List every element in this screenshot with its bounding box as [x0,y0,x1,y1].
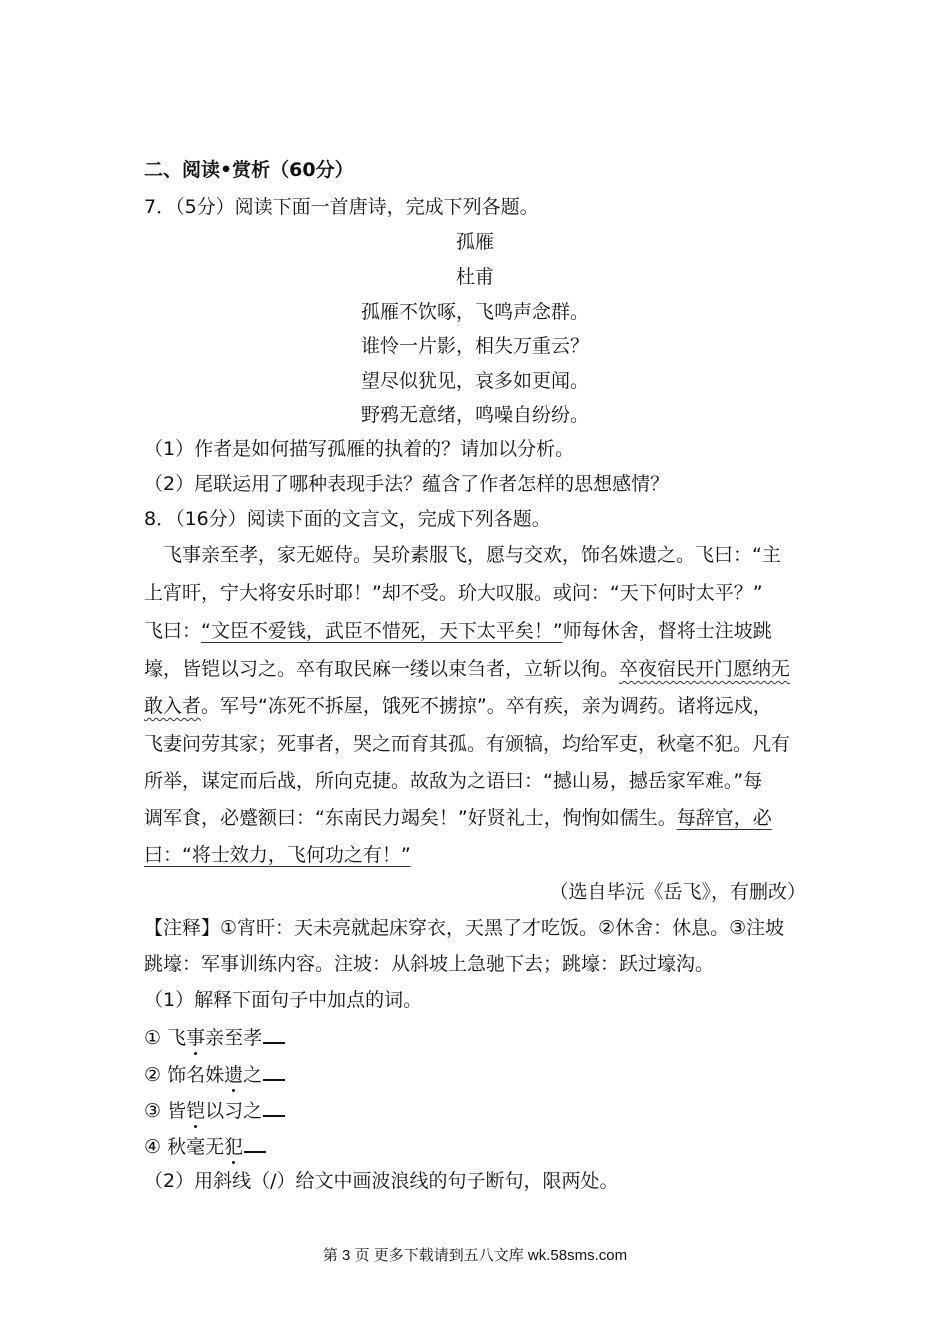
passage-line [144,843,411,867]
page-footer: 第 3 页 更多下载请到五八文库 wk.58sms.com [322,1247,628,1264]
dotted-word: 遗 [224,1064,244,1086]
answer-blank[interactable] [263,1098,285,1117]
section-title: 二、阅读•赏析（60分） [144,159,354,181]
vocab-item: ② 饰名姝遗之 [144,1062,285,1087]
passage-line: 上宵旰，宁大将安乐时耶！”却不受。玠大叹服。或问：“天下何时太平？” [144,582,763,604]
vocab-item: ③ 皆铠以习之 [144,1098,285,1123]
passage-source: （选自毕沅《岳飞》，有删改） [549,881,806,903]
poem-line: 野鸦无意绪，鸣噪自纷纷。 [360,404,589,426]
poem-line: 望尽似犹见，哀多如更闻。 [360,370,589,392]
q7-sub1: （1）作者是如何描写孤雁的执着的？请加以分析。 [144,438,575,460]
q8-sub1: （1）解释下面句子中加点的词。 [144,989,423,1011]
q7-sub2: （2）尾联运用了哪种表现手法？蕴含了作者怎样的思想感情？ [144,473,670,495]
dotted-word: 事 [186,1027,206,1049]
underlined-sentence: 每辞官，必 [676,807,772,829]
poem-author: 杜甫 [455,266,494,288]
passage-line: 飞曰：“文臣不爱钱，武臣不惜死，天下太平矣！”师每休舍，督将士注坡跳 [144,620,772,642]
dotted-word: 铠 [186,1100,206,1122]
answer-blank[interactable] [244,1134,266,1153]
passage-line: 飞事亲至孝，家无姬侍。吴玠素服飞，愿与交欢，饰名姝遗之。飞曰：“主 [163,544,781,566]
wavy-sentence: 敢入者 [144,695,202,717]
underlined-sentence: 曰：“将士效力，飞何功之有！” [144,844,411,866]
passage-line: 调军食，必蹙额曰：“东南民力竭矣！”好贤礼士，恂恂如儒生。每辞官，必 [144,807,772,829]
underlined-sentence: “文臣不爱钱，武臣不惜死，天下太平矣！” [201,620,563,642]
passage-line: 敢入者。军号“冻死不拆屋，饿死不掳掠”。卒有疾，亲为调药。诸将远戍， [144,695,772,717]
answer-blank[interactable] [263,1062,285,1081]
poem-line: 谁怜一片影，相失万重云？ [360,335,589,357]
q8-sub2: （2）用斜线（/）给文中画波浪线的句子断句，限两处。 [144,1170,619,1192]
passage-line: 飞妻问劳其家；死事者，哭之而育其孤。有颁犒，均给军吏，秋毫不犯。凡有 [144,733,791,755]
wavy-sentence: 卒夜宿民开门愿纳无 [619,658,791,680]
q8-prompt: 8．（16分）阅读下面的文言文，完成下列各题。 [144,508,551,530]
poem-title: 孤雁 [455,231,494,253]
annotation-line: 【注释】①宵旰：天未亮就起床穿衣，天黑了才吃饭。②休舍：休息。③注坡 [144,917,785,939]
q7-prompt: 7．（5分）阅读下面一首唐诗，完成下列各题。 [144,196,539,218]
vocab-item: ① 飞事亲至孝 [144,1025,285,1050]
passage-line: 所举，谋定而后战，所向克捷。故敌为之语曰：“撼山易，撼岳家军难。”每 [144,770,763,792]
answer-blank[interactable] [263,1025,285,1044]
vocab-item: ④ 秋毫无犯 [144,1134,266,1159]
passage-line: 壕，皆铠以习之。卒有取民麻一缕以束刍者，立斩以徇。卒夜宿民开门愿纳无 [144,658,791,680]
poem-line: 孤雁不饮啄，飞鸣声念群。 [360,301,589,323]
dotted-word: 犯 [224,1136,244,1158]
annotation-line: 跳壕：军事训练内容。注坡：从斜坡上急驰下去；跳壕：跃过壕沟。 [144,953,715,975]
